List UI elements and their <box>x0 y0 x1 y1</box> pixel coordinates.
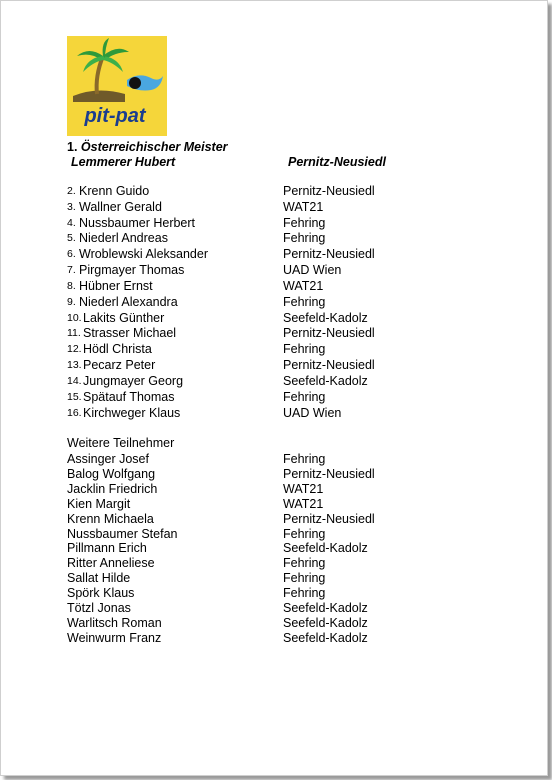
participant-club: Seefeld-Kadolz <box>283 541 368 556</box>
participant-name: Sallat Hilde <box>67 571 131 586</box>
ranked-row <box>67 295 487 311</box>
participant-club: Fehring <box>283 556 326 571</box>
participant-row <box>67 556 487 571</box>
participant-club: Seefeld-Kadolz <box>283 601 368 616</box>
rank-number: 7. <box>67 264 76 277</box>
svg-text:pit-pat: pit-pat <box>84 105 146 127</box>
participant-name: Nussbaumer Stefan <box>67 526 178 541</box>
champion-club: Pernitz-Neusiedl <box>288 155 386 169</box>
participant-name: Balog Wolfgang <box>67 466 156 481</box>
participant-name: Ritter Anneliese <box>67 556 155 571</box>
participant-name: Warlitsch Roman <box>67 615 162 630</box>
rank-number: 13. <box>67 359 82 372</box>
champion-name: Lemmerer Hubert <box>71 155 176 169</box>
participant-club: WAT21 <box>283 496 324 511</box>
ranked-row <box>67 279 487 295</box>
participant-name: Spörk Klaus <box>67 586 135 601</box>
ranked-row <box>67 342 487 358</box>
player-club: UAD Wien <box>283 405 342 420</box>
participant-name: Kien Margit <box>67 496 131 511</box>
ranked-row <box>67 326 487 342</box>
participant-club: Fehring <box>283 586 326 601</box>
ranked-row <box>67 311 487 327</box>
ranked-row <box>67 390 487 406</box>
player-club: Pernitz-Neusiedl <box>283 358 375 373</box>
ranked-row <box>67 200 487 216</box>
rank-number: 8. <box>67 279 76 292</box>
player-name: Hübner Ernst <box>79 278 153 293</box>
participant-row <box>67 482 487 497</box>
participant-row <box>67 586 487 601</box>
ranked-row <box>67 358 487 374</box>
palm-island-logo-icon <box>67 36 167 136</box>
player-club: Fehring <box>283 389 326 404</box>
player-name: Pirgmayer Thomas <box>79 263 185 278</box>
rank-number: 11. <box>67 327 81 340</box>
participant-club: Seefeld-Kadolz <box>283 615 368 630</box>
participant-club: Pernitz-Neusiedl <box>283 511 375 526</box>
pit-pat-logo <box>67 36 167 136</box>
participant-row <box>67 467 487 482</box>
ranked-row <box>67 184 487 200</box>
participant-name: Jacklin Friedrich <box>67 481 158 496</box>
player-name: Niederl Alexandra <box>79 294 178 309</box>
participant-name: Assinger Josef <box>67 452 149 466</box>
rank-number: 12. <box>67 343 82 356</box>
participant-row <box>67 541 487 556</box>
further-participants-list <box>67 452 487 646</box>
participant-club: WAT21 <box>283 481 324 496</box>
player-name: Pecarz Peter <box>83 358 156 373</box>
player-club: Pernitz-Neusiedl <box>283 326 375 341</box>
rank-number: 15. <box>67 390 82 403</box>
rank-number: 10. <box>67 311 82 324</box>
participant-row <box>67 631 487 646</box>
participant-row <box>67 616 487 631</box>
player-name: Wallner Gerald <box>79 199 162 214</box>
participant-club: Pernitz-Neusiedl <box>283 466 375 481</box>
ranked-row <box>67 247 487 263</box>
rank-number: 16. <box>67 406 82 419</box>
player-club: Fehring <box>283 342 326 357</box>
ranked-row <box>67 374 487 390</box>
player-club: Seefeld-Kadolz <box>283 373 368 388</box>
player-name: Wroblewski Aleksander <box>79 247 208 262</box>
participant-club: Fehring <box>283 526 326 541</box>
ranked-row <box>67 231 487 247</box>
rank-number: 2. <box>67 185 76 197</box>
player-name: Niederl Andreas <box>79 231 168 246</box>
participant-club: Fehring <box>283 571 326 586</box>
player-name: Hödl Christa <box>83 342 152 357</box>
player-club: Pernitz-Neusiedl <box>283 247 375 262</box>
player-club: Seefeld-Kadolz <box>283 310 368 325</box>
participant-name: Pillmann Erich <box>67 541 147 556</box>
participant-name: Weinwurm Franz <box>67 630 162 645</box>
rank-number: 4. <box>67 216 76 229</box>
ranked-list <box>67 184 487 421</box>
player-name: Strasser Michael <box>83 326 177 341</box>
ranked-row <box>67 406 487 422</box>
champion-heading-number: 1. <box>67 140 78 154</box>
rank-number: 5. <box>67 232 76 245</box>
player-club: Fehring <box>283 294 326 309</box>
participant-row <box>67 601 487 616</box>
participant-row <box>67 527 487 542</box>
ranked-row <box>67 263 487 279</box>
participant-row <box>67 512 487 527</box>
rank-number: 6. <box>67 248 76 261</box>
player-name: Nussbaumer Herbert <box>79 215 196 230</box>
player-name: Krenn Guido <box>79 184 150 198</box>
player-club: WAT21 <box>283 199 324 214</box>
rank-number: 3. <box>67 200 76 213</box>
champion-heading <box>67 140 228 155</box>
participant-club: Fehring <box>283 452 326 466</box>
further-participants-heading: Weitere Teilnehmer <box>67 436 175 450</box>
ranked-row <box>67 216 487 232</box>
rank-number: 9. <box>67 295 76 308</box>
champion-heading-text: Österreichischer Meister <box>80 140 228 154</box>
participant-club: Seefeld-Kadolz <box>283 630 368 645</box>
rank-number: 14. <box>67 374 82 387</box>
player-club: Fehring <box>283 231 326 246</box>
player-name: Kirchweger Klaus <box>83 405 181 420</box>
player-name: Spätauf Thomas <box>83 389 175 404</box>
player-club: WAT21 <box>283 278 324 293</box>
champion-row <box>67 155 467 171</box>
player-club: UAD Wien <box>283 263 342 278</box>
participant-row <box>67 452 487 467</box>
player-club: Fehring <box>283 215 326 230</box>
participant-name: Tötzl Jonas <box>67 601 131 616</box>
participant-row <box>67 497 487 512</box>
participant-name: Krenn Michaela <box>67 511 154 526</box>
player-club: Pernitz-Neusiedl <box>283 184 375 198</box>
player-name: Jungmayer Georg <box>83 373 184 388</box>
player-name: Lakits Günther <box>83 310 165 325</box>
participant-row <box>67 571 487 586</box>
